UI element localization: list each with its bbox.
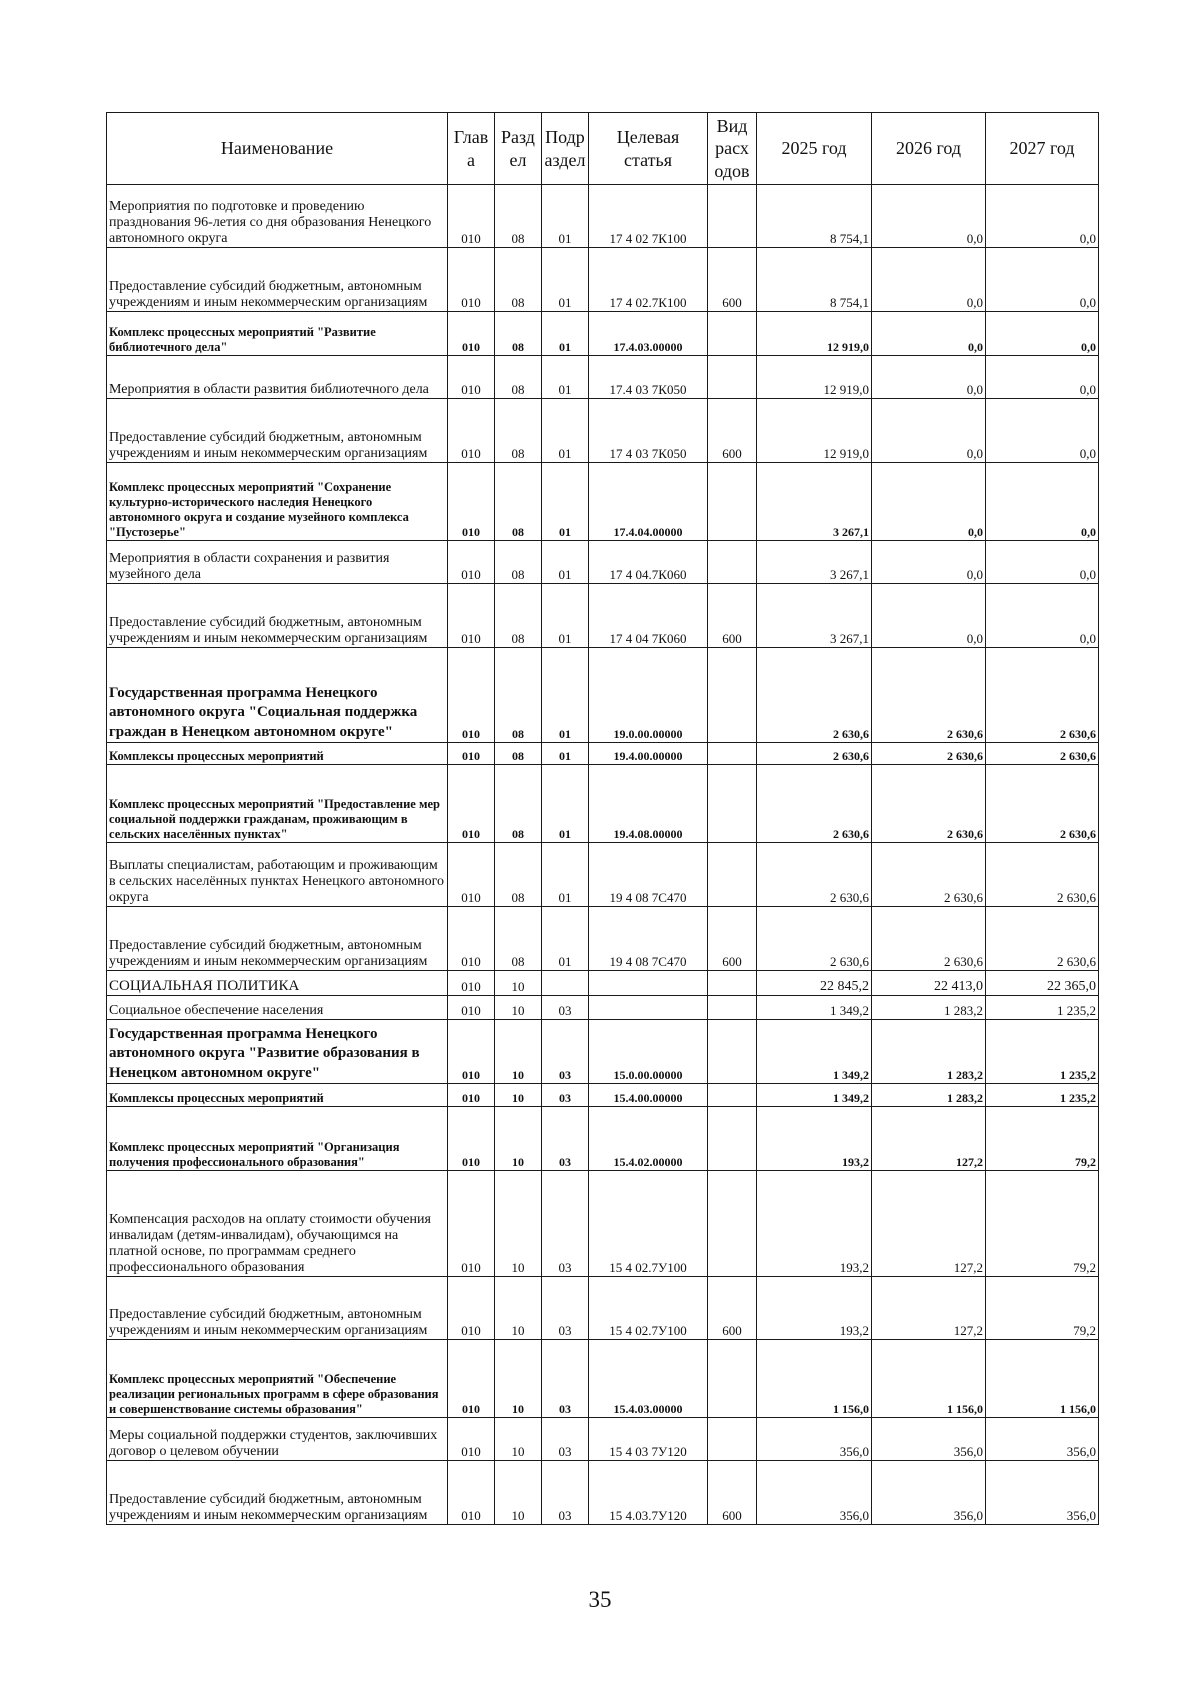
- cell-y2026: 127,2: [872, 1107, 986, 1171]
- cell-razdel: 08: [495, 648, 542, 743]
- cell-podrazdel: 01: [542, 907, 589, 971]
- table-row: [107, 1171, 1099, 1277]
- cell-vid: [708, 1171, 757, 1277]
- cell-y2026: 1 283,2: [872, 1084, 986, 1107]
- cell-glava: 010: [448, 1020, 495, 1084]
- cell-razdel: 08: [495, 248, 542, 312]
- cell-razdel: 08: [495, 463, 542, 541]
- cell-y2027: 0,0: [986, 185, 1099, 248]
- header-name: Наименование: [107, 113, 448, 185]
- cell-podrazdel: 01: [542, 584, 589, 648]
- cell-y2025: 356,0: [757, 1461, 872, 1525]
- cell-vid: [708, 1418, 757, 1461]
- cell-podrazdel: 03: [542, 1020, 589, 1084]
- cell-y2026: 0,0: [872, 356, 986, 399]
- cell-name: Комплекс процессных мероприятий "Сохранение культурно-исторического наследия Ненецкого автономного округа и создание музейного комплекса "Пустозерье": [107, 463, 448, 541]
- cell-y2027: 1 235,2: [986, 996, 1099, 1020]
- cell-y2025: 2 630,6: [757, 648, 872, 743]
- cell-name: Государственная программа Ненецкого автономного округа "Развитие образования в Ненецком автономном округе": [107, 1020, 448, 1084]
- cell-name: Государственная программа Ненецкого автономного округа "Социальная поддержка граждан в Ненецком автономном округе": [107, 648, 448, 743]
- header-podrazdel: Подр аздел: [542, 113, 589, 185]
- table-row: [107, 1084, 1099, 1107]
- cell-name: Социальное обеспечение населения: [107, 996, 448, 1020]
- cell-name: Мероприятия по подготовке и проведению празднования 96-летия со дня образования Ненецкого автономного округа: [107, 185, 448, 248]
- cell-podrazdel: 03: [542, 1107, 589, 1171]
- cell-vid: [708, 996, 757, 1020]
- table-row: [107, 907, 1099, 971]
- cell-glava: 010: [448, 399, 495, 463]
- cell-y2025: 2 630,6: [757, 743, 872, 765]
- cell-y2026: 0,0: [872, 584, 986, 648]
- cell-razdel: 08: [495, 765, 542, 843]
- cell-y2026: 0,0: [872, 541, 986, 584]
- table-row: [107, 584, 1099, 648]
- table-row: [107, 765, 1099, 843]
- cell-razdel: 10: [495, 1107, 542, 1171]
- cell-y2025: 193,2: [757, 1171, 872, 1277]
- table-row: [107, 185, 1099, 248]
- cell-podrazdel: 01: [542, 541, 589, 584]
- cell-target: 19.4.08.00000: [589, 765, 708, 843]
- cell-y2026: 22 413,0: [872, 971, 986, 996]
- cell-target: 15 4 03 7У120: [589, 1418, 708, 1461]
- table-row: [107, 1418, 1099, 1461]
- cell-glava: 010: [448, 1107, 495, 1171]
- cell-vid: 600: [708, 1461, 757, 1525]
- cell-y2025: 8 754,1: [757, 185, 872, 248]
- cell-vid: [708, 971, 757, 996]
- cell-razdel: 08: [495, 743, 542, 765]
- cell-vid: [708, 463, 757, 541]
- cell-target: 15 4 02.7У100: [589, 1277, 708, 1340]
- header-glava: Глав а: [448, 113, 495, 185]
- cell-y2026: 0,0: [872, 185, 986, 248]
- table-row: [107, 1461, 1099, 1525]
- cell-glava: 010: [448, 843, 495, 907]
- cell-name: Предоставление субсидий бюджетным, автономным учреждениям и иным некоммерческим организациям: [107, 1277, 448, 1340]
- cell-podrazdel: 03: [542, 1418, 589, 1461]
- cell-vid: 600: [708, 248, 757, 312]
- cell-y2025: 12 919,0: [757, 399, 872, 463]
- cell-y2026: 0,0: [872, 248, 986, 312]
- cell-podrazdel: 01: [542, 843, 589, 907]
- cell-y2026: 356,0: [872, 1418, 986, 1461]
- cell-y2027: 2 630,6: [986, 648, 1099, 743]
- cell-y2026: 0,0: [872, 312, 986, 356]
- cell-vid: [708, 648, 757, 743]
- cell-razdel: 08: [495, 399, 542, 463]
- cell-y2027: 79,2: [986, 1277, 1099, 1340]
- cell-glava: 010: [448, 1461, 495, 1525]
- cell-y2025: 12 919,0: [757, 312, 872, 356]
- table-row: [107, 541, 1099, 584]
- cell-podrazdel: 01: [542, 648, 589, 743]
- cell-target: 19.0.00.00000: [589, 648, 708, 743]
- cell-name: Комплекс процессных мероприятий "Развитие библиотечного дела": [107, 312, 448, 356]
- cell-y2025: 1 349,2: [757, 996, 872, 1020]
- cell-podrazdel: 03: [542, 1461, 589, 1525]
- cell-name: Мероприятия в области развития библиотечного дела: [107, 356, 448, 399]
- cell-glava: 010: [448, 1171, 495, 1277]
- header-target: Целевая статья: [589, 113, 708, 185]
- cell-y2025: 356,0: [757, 1418, 872, 1461]
- cell-name: Комплекс процессных мероприятий "Организация получения профессионального образования": [107, 1107, 448, 1171]
- cell-target: 19 4 08 7С470: [589, 907, 708, 971]
- cell-vid: 600: [708, 907, 757, 971]
- cell-y2026: 1 283,2: [872, 1020, 986, 1084]
- table-row: [107, 248, 1099, 312]
- cell-razdel: 08: [495, 356, 542, 399]
- cell-y2026: 1 283,2: [872, 996, 986, 1020]
- cell-glava: 010: [448, 907, 495, 971]
- cell-y2025: 1 349,2: [757, 1020, 872, 1084]
- table-row: [107, 648, 1099, 743]
- cell-razdel: 10: [495, 1340, 542, 1418]
- cell-target: 17 4 02.7К100: [589, 248, 708, 312]
- table-row: [107, 312, 1099, 356]
- cell-name: Выплаты специалистам, работающим и проживающим в сельских населённых пунктах Ненецкого автономного округа: [107, 843, 448, 907]
- cell-y2025: 1 349,2: [757, 1084, 872, 1107]
- cell-y2025: 1 156,0: [757, 1340, 872, 1418]
- cell-name: СОЦИАЛЬНАЯ ПОЛИТИКА: [107, 971, 448, 996]
- cell-y2027: 79,2: [986, 1107, 1099, 1171]
- cell-y2025: 193,2: [757, 1107, 872, 1171]
- cell-y2027: 79,2: [986, 1171, 1099, 1277]
- cell-y2026: 2 630,6: [872, 907, 986, 971]
- cell-y2026: 1 156,0: [872, 1340, 986, 1418]
- cell-podrazdel: 03: [542, 1171, 589, 1277]
- cell-razdel: 10: [495, 1171, 542, 1277]
- table-row: [107, 1340, 1099, 1418]
- cell-target: 15 4 02.7У100: [589, 1171, 708, 1277]
- cell-glava: 010: [448, 743, 495, 765]
- cell-razdel: 10: [495, 971, 542, 996]
- cell-target: 15 4.03.7У120: [589, 1461, 708, 1525]
- header-2025: 2025 год: [757, 113, 872, 185]
- cell-razdel: 10: [495, 1461, 542, 1525]
- cell-y2025: 2 630,6: [757, 765, 872, 843]
- cell-y2025: 193,2: [757, 1277, 872, 1340]
- cell-name: Предоставление субсидий бюджетным, автономным учреждениям и иным некоммерческим организациям: [107, 399, 448, 463]
- cell-y2025: 3 267,1: [757, 584, 872, 648]
- header-2027: 2027 год: [986, 113, 1099, 185]
- cell-y2027: 1 235,2: [986, 1084, 1099, 1107]
- cell-y2025: 3 267,1: [757, 463, 872, 541]
- cell-vid: [708, 541, 757, 584]
- table-row: [107, 1277, 1099, 1340]
- cell-y2027: 0,0: [986, 248, 1099, 312]
- cell-podrazdel: 03: [542, 1084, 589, 1107]
- cell-name: Комплексы процессных мероприятий: [107, 743, 448, 765]
- cell-target: 17.4 03 7К050: [589, 356, 708, 399]
- cell-glava: 010: [448, 312, 495, 356]
- cell-razdel: 08: [495, 584, 542, 648]
- cell-target: 17 4 04 7К060: [589, 584, 708, 648]
- table-row: [107, 356, 1099, 399]
- cell-podrazdel: 01: [542, 312, 589, 356]
- cell-razdel: 10: [495, 1418, 542, 1461]
- cell-glava: 010: [448, 1084, 495, 1107]
- table-row: [107, 1107, 1099, 1171]
- table-row: [107, 996, 1099, 1020]
- cell-y2027: 0,0: [986, 356, 1099, 399]
- cell-y2025: 2 630,6: [757, 843, 872, 907]
- cell-glava: 010: [448, 996, 495, 1020]
- cell-razdel: 08: [495, 185, 542, 248]
- cell-razdel: 10: [495, 1277, 542, 1340]
- header-razdel: Разд ел: [495, 113, 542, 185]
- cell-vid: [708, 743, 757, 765]
- cell-name: Предоставление субсидий бюджетным, автономным учреждениям и иным некоммерческим организациям: [107, 584, 448, 648]
- header-row: [107, 113, 1099, 185]
- cell-name: Предоставление субсидий бюджетным, автономным учреждениям и иным некоммерческим организациям: [107, 1461, 448, 1525]
- cell-razdel: 10: [495, 1020, 542, 1084]
- table-row: [107, 971, 1099, 996]
- cell-y2026: 2 630,6: [872, 743, 986, 765]
- cell-podrazdel: 03: [542, 996, 589, 1020]
- cell-glava: 010: [448, 584, 495, 648]
- budget-table: [106, 112, 1099, 1525]
- cell-target: 17.4.04.00000: [589, 463, 708, 541]
- cell-razdel: 08: [495, 541, 542, 584]
- cell-y2027: 2 630,6: [986, 907, 1099, 971]
- cell-vid: [708, 1084, 757, 1107]
- cell-podrazdel: 03: [542, 1340, 589, 1418]
- cell-y2027: 2 630,6: [986, 743, 1099, 765]
- table-row: [107, 743, 1099, 765]
- cell-y2025: 12 919,0: [757, 356, 872, 399]
- cell-y2027: 0,0: [986, 463, 1099, 541]
- cell-glava: 010: [448, 356, 495, 399]
- cell-target: 19.4.00.00000: [589, 743, 708, 765]
- cell-glava: 010: [448, 248, 495, 312]
- cell-vid: [708, 843, 757, 907]
- cell-target: 15.4.03.00000: [589, 1340, 708, 1418]
- table-row: [107, 1020, 1099, 1084]
- cell-y2027: 356,0: [986, 1461, 1099, 1525]
- cell-glava: 010: [448, 1418, 495, 1461]
- cell-razdel: 08: [495, 843, 542, 907]
- cell-y2027: 1 235,2: [986, 1020, 1099, 1084]
- cell-target: 19 4 08 7С470: [589, 843, 708, 907]
- cell-razdel: 08: [495, 312, 542, 356]
- cell-name: Компенсация расходов на оплату стоимости обучения инвалидам (детям-инвалидам), обучающимся на платной основе, по программам среднего профессионального образования: [107, 1171, 448, 1277]
- cell-vid: 600: [708, 584, 757, 648]
- cell-vid: [708, 356, 757, 399]
- cell-vid: [708, 185, 757, 248]
- cell-podrazdel: 01: [542, 248, 589, 312]
- cell-podrazdel: [542, 971, 589, 996]
- cell-y2026: 2 630,6: [872, 843, 986, 907]
- cell-vid: [708, 312, 757, 356]
- cell-glava: 010: [448, 541, 495, 584]
- cell-vid: 600: [708, 399, 757, 463]
- cell-glava: 010: [448, 463, 495, 541]
- cell-name: Меры социальной поддержки студентов, заключивших договор о целевом обучении: [107, 1418, 448, 1461]
- cell-glava: 010: [448, 765, 495, 843]
- cell-razdel: 10: [495, 1084, 542, 1107]
- page-number: 35: [588, 1587, 612, 1612]
- cell-name: Комплекс процессных мероприятий "Обеспечение реализации региональных программ в сфере образования и совершенствование системы образования": [107, 1340, 448, 1418]
- cell-y2026: 2 630,6: [872, 765, 986, 843]
- cell-podrazdel: 01: [542, 765, 589, 843]
- cell-name: Комплексы процессных мероприятий: [107, 1084, 448, 1107]
- cell-y2027: 356,0: [986, 1418, 1099, 1461]
- cell-y2027: 0,0: [986, 584, 1099, 648]
- cell-target: [589, 996, 708, 1020]
- cell-y2027: 2 630,6: [986, 765, 1099, 843]
- cell-y2027: 0,0: [986, 399, 1099, 463]
- cell-vid: [708, 1107, 757, 1171]
- cell-y2026: 0,0: [872, 399, 986, 463]
- cell-y2025: 2 630,6: [757, 907, 872, 971]
- cell-target: [589, 971, 708, 996]
- cell-target: 17 4 04.7К060: [589, 541, 708, 584]
- cell-y2025: 3 267,1: [757, 541, 872, 584]
- cell-glava: 010: [448, 971, 495, 996]
- cell-name: Мероприятия в области сохранения и развития музейного дела: [107, 541, 448, 584]
- cell-name: Комплекс процессных мероприятий "Предоставление мер социальной поддержки гражданам, проживающим в сельских населённых пунктах": [107, 765, 448, 843]
- cell-name: Предоставление субсидий бюджетным, автономным учреждениям и иным некоммерческим организациям: [107, 907, 448, 971]
- cell-y2027: 2 630,6: [986, 843, 1099, 907]
- cell-razdel: 08: [495, 907, 542, 971]
- cell-y2026: 0,0: [872, 463, 986, 541]
- table-row: [107, 463, 1099, 541]
- header-vid: Вид расх одов: [708, 113, 757, 185]
- cell-target: 17 4 03 7К050: [589, 399, 708, 463]
- cell-target: 17.4.03.00000: [589, 312, 708, 356]
- cell-podrazdel: 01: [542, 463, 589, 541]
- cell-vid: [708, 1340, 757, 1418]
- cell-y2025: 8 754,1: [757, 248, 872, 312]
- cell-y2027: 0,0: [986, 312, 1099, 356]
- cell-vid: [708, 1020, 757, 1084]
- cell-y2027: 22 365,0: [986, 971, 1099, 996]
- cell-vid: [708, 765, 757, 843]
- cell-y2027: 0,0: [986, 541, 1099, 584]
- cell-glava: 010: [448, 648, 495, 743]
- cell-glava: 010: [448, 1340, 495, 1418]
- cell-podrazdel: 01: [542, 185, 589, 248]
- cell-y2026: 356,0: [872, 1461, 986, 1525]
- cell-y2026: 127,2: [872, 1277, 986, 1340]
- cell-glava: 010: [448, 1277, 495, 1340]
- cell-y2026: 127,2: [872, 1171, 986, 1277]
- cell-podrazdel: 01: [542, 356, 589, 399]
- cell-razdel: 10: [495, 996, 542, 1020]
- cell-y2026: 2 630,6: [872, 648, 986, 743]
- cell-podrazdel: 01: [542, 743, 589, 765]
- cell-name: Предоставление субсидий бюджетным, автономным учреждениям и иным некоммерческим организациям: [107, 248, 448, 312]
- cell-podrazdel: 01: [542, 399, 589, 463]
- header-2026: 2026 год: [872, 113, 986, 185]
- cell-target: 15.4.00.00000: [589, 1084, 708, 1107]
- table-row: [107, 399, 1099, 463]
- cell-y2025: 22 845,2: [757, 971, 872, 996]
- cell-vid: 600: [708, 1277, 757, 1340]
- cell-target: 15.0.00.00000: [589, 1020, 708, 1084]
- cell-glava: 010: [448, 185, 495, 248]
- table-row: [107, 843, 1099, 907]
- cell-y2027: 1 156,0: [986, 1340, 1099, 1418]
- cell-podrazdel: 03: [542, 1277, 589, 1340]
- cell-target: 17 4 02 7К100: [589, 185, 708, 248]
- cell-target: 15.4.02.00000: [589, 1107, 708, 1171]
